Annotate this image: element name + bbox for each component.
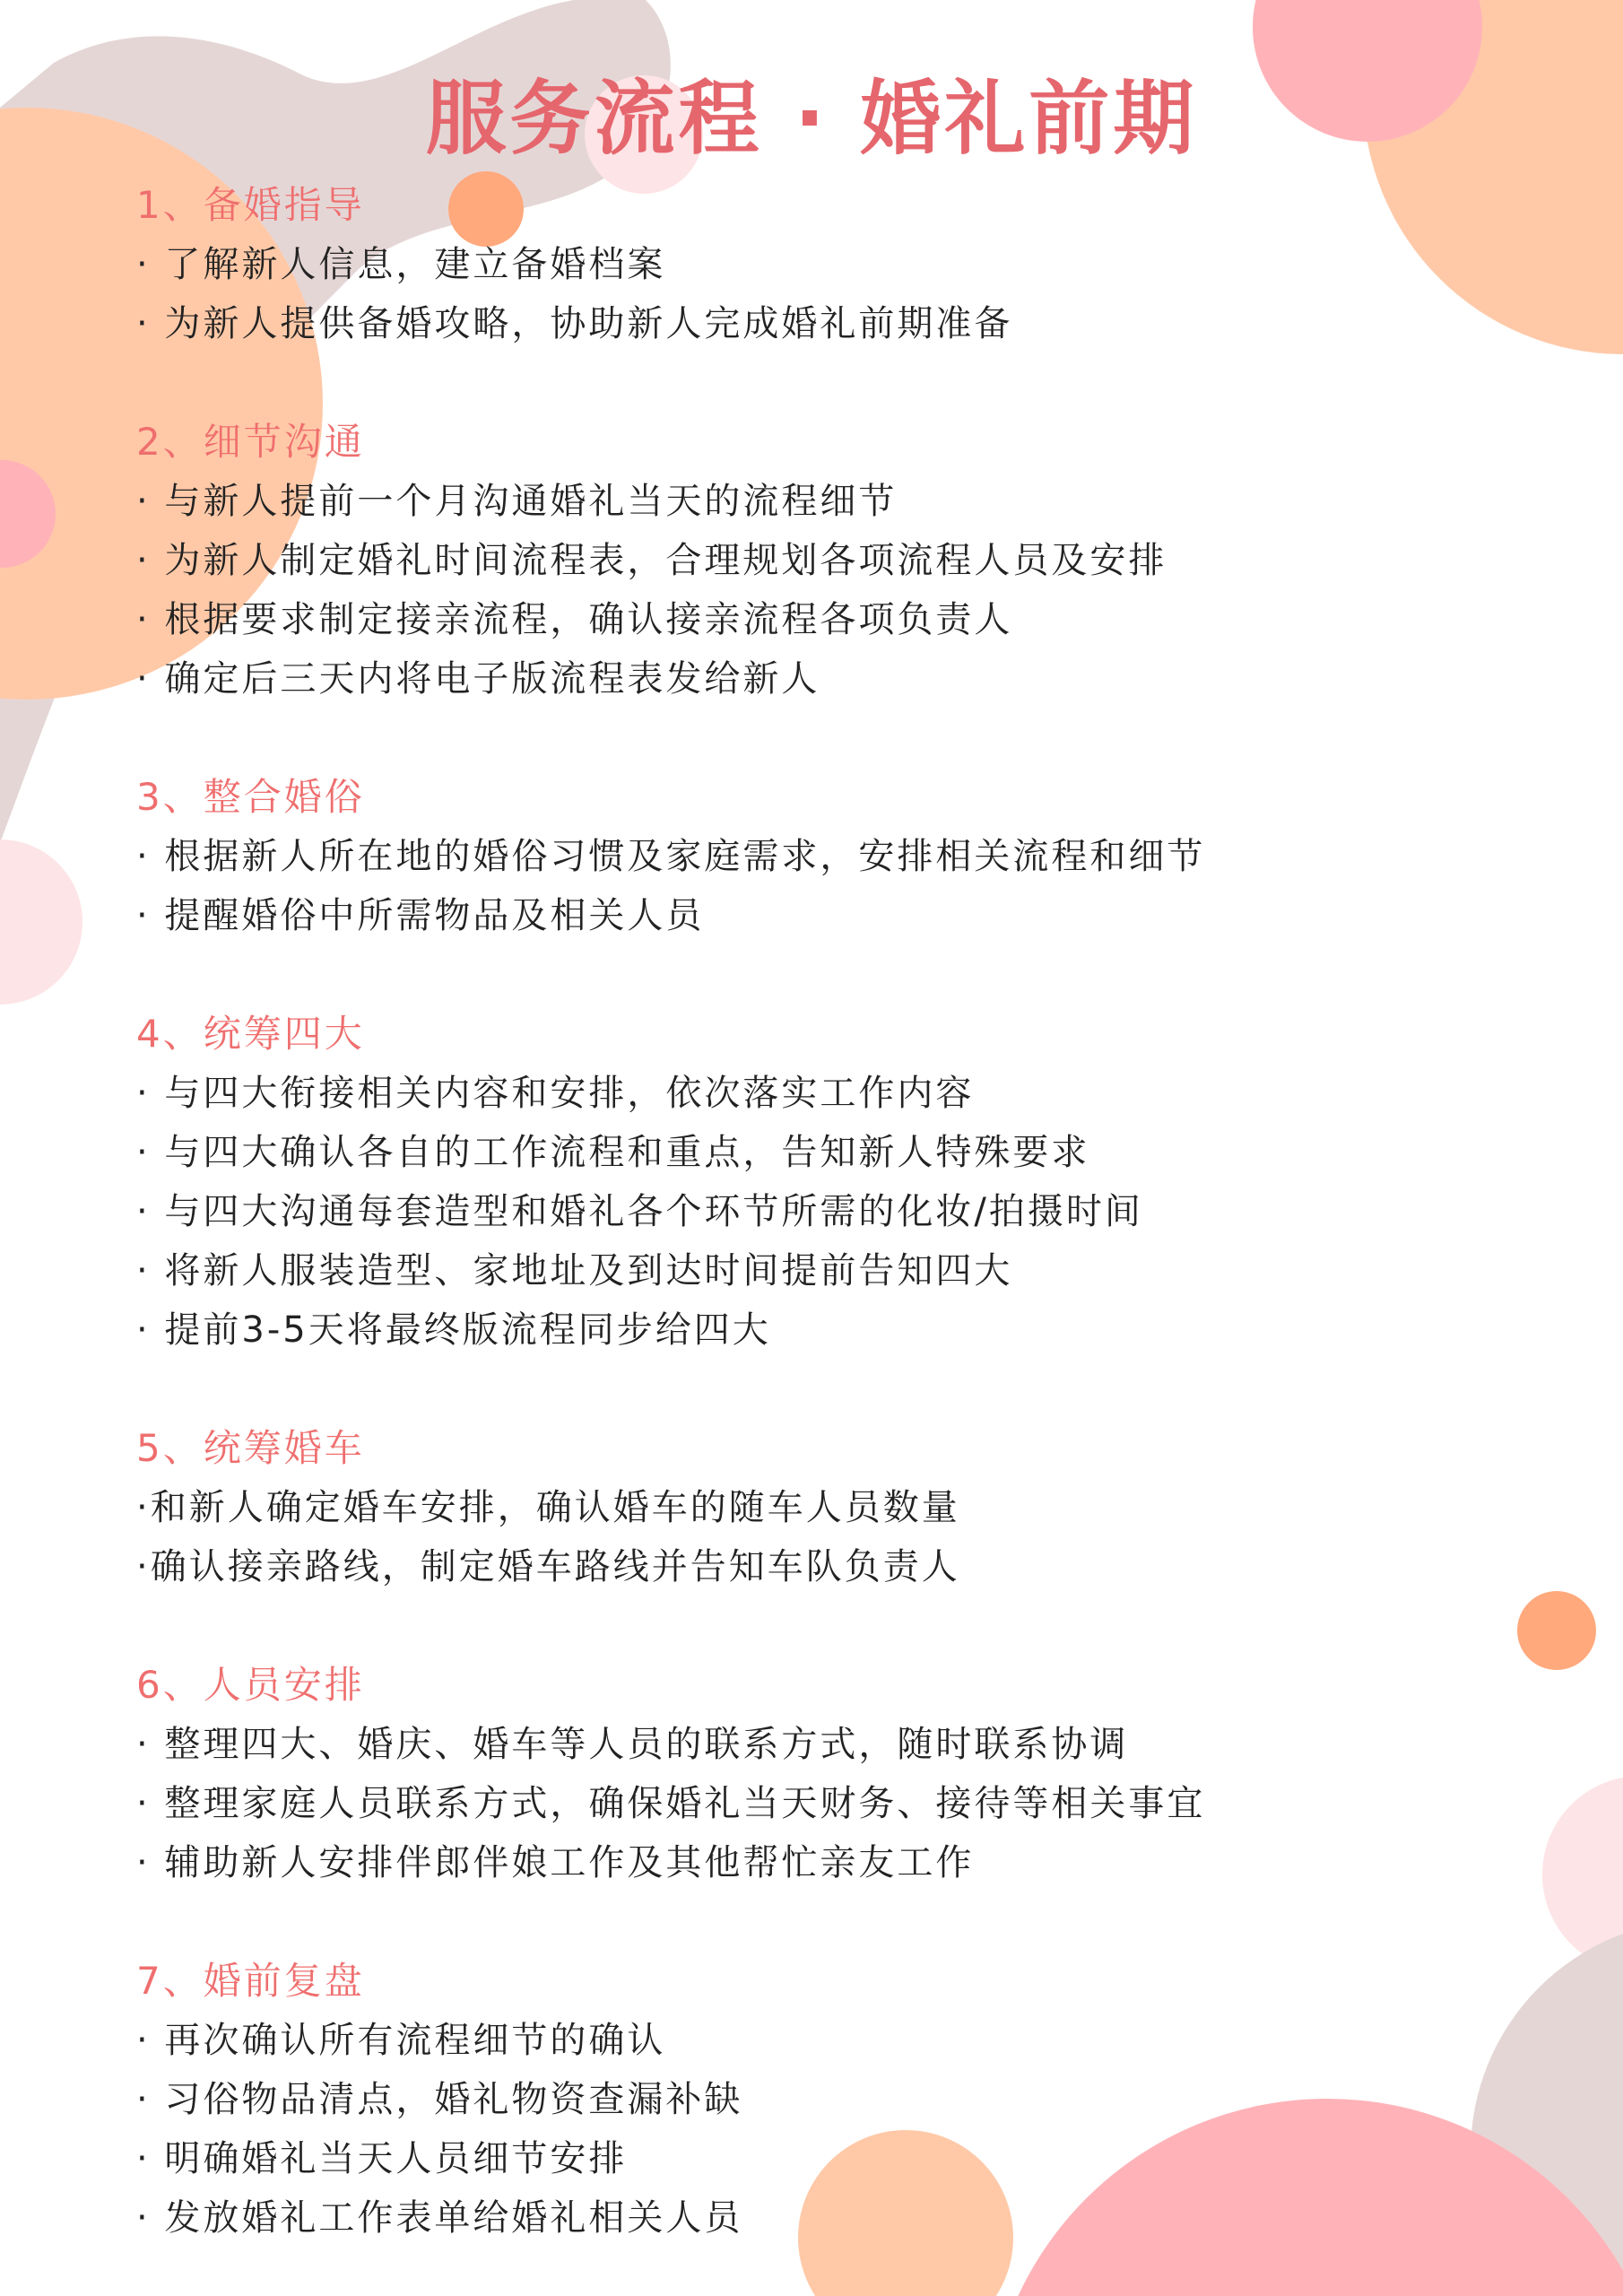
section-title: 1、备婚指导 xyxy=(136,183,365,227)
list-item: · 提前3-5天将最终版流程同步给四大 xyxy=(136,1309,771,1351)
section-5 xyxy=(136,1419,1553,1596)
section-title: 6、人员安排 xyxy=(136,1663,365,1707)
section-2 xyxy=(136,413,1553,709)
list-item: · 根据新人所在地的婚俗习惯及家庭需求，安排相关流程和细节 xyxy=(136,836,1206,877)
list-item: · 提醒婚俗中所需物品及相关人员 xyxy=(136,895,705,936)
decorative-circle-lightpink-left xyxy=(0,839,82,1004)
list-item: · 与四大沟通每套造型和婚礼各个环节所需的化妆/拍摄时间 xyxy=(136,1191,1143,1232)
list-item: · 确定后三天内将电子版流程表发给新人 xyxy=(136,658,820,700)
section-title: 5、统筹婚车 xyxy=(136,1426,365,1470)
list-item: · 与四大确认各自的工作流程和重点，告知新人特殊要求 xyxy=(136,1132,1090,1173)
section-7 xyxy=(136,1952,1553,2248)
section-title: 3、整合婚俗 xyxy=(136,775,365,819)
list-item: · 习俗物品清点，婚礼物资查漏补缺 xyxy=(136,2079,743,2120)
page-title: 服务流程 · 婚礼前期 xyxy=(425,72,1198,166)
list-item: ·确认接亲路线，制定婚车路线并告知车队负责人 xyxy=(136,1546,960,1587)
list-item: · 整理家庭人员联系方式，确保婚礼当天财务、接待等相关事宜 xyxy=(136,1783,1206,1824)
list-item: · 将新人服装造型、家地址及到达时间提前告知四大 xyxy=(136,1250,1013,1292)
list-item: · 辅助新人安排伴郎伴娘工作及其他帮忙亲友工作 xyxy=(136,1842,975,1883)
list-item: · 为新人提供备婚攻略，协助新人完成婚礼前期准备 xyxy=(136,303,1013,344)
list-item: · 整理四大、婚庆、婚车等人员的联系方式，随时联系协调 xyxy=(136,1724,1129,1765)
section-1 xyxy=(136,176,1553,353)
list-item: · 与四大衔接相关内容和安排，依次落实工作内容 xyxy=(136,1073,975,1114)
list-item: · 明确婚礼当天人员细节安排 xyxy=(136,2138,628,2179)
section-3 xyxy=(136,768,1553,945)
list-item: ·和新人确定婚车安排，确认婚车的随车人员数量 xyxy=(136,1487,960,1528)
list-item: · 再次确认所有流程细节的确认 xyxy=(136,2020,666,2061)
list-item: · 发放婚礼工作表单给婚礼相关人员 xyxy=(136,2197,743,2239)
section-title: 2、细节沟通 xyxy=(136,420,365,464)
section-6 xyxy=(136,1656,1553,1892)
list-item: · 根据要求制定接亲流程，确认接亲流程各项负责人 xyxy=(136,599,1013,640)
section-4 xyxy=(136,1004,1553,1360)
list-item: · 为新人制定婚礼时间流程表，合理规划各项流程人员及安排 xyxy=(136,540,1167,581)
section-title: 4、统筹四大 xyxy=(136,1012,365,1056)
section-title: 7、婚前复盘 xyxy=(136,1959,365,2003)
list-item: · 与新人提前一个月沟通婚礼当天的流程细节 xyxy=(136,481,898,522)
list-item: · 了解新人信息，建立备婚档案 xyxy=(136,244,666,285)
service-process-list xyxy=(136,176,1553,2248)
